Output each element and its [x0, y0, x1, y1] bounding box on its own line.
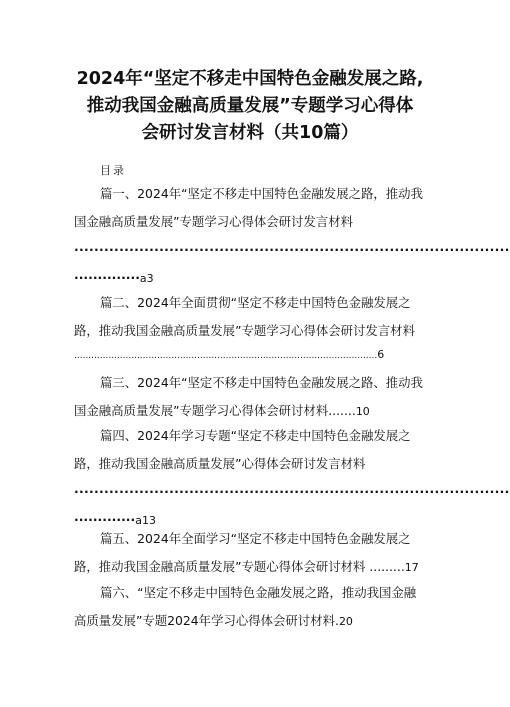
toc-page-number: 20: [338, 615, 353, 628]
toc-leader-dots: ··············: [74, 270, 140, 285]
toc-entry-line-2: 路，推动我国金融高质量发展”心得体会研讨发言材料: [74, 456, 366, 471]
toc-entry-line-1: 篇三、2024年“坚定不移走中国特色金融发展之路、推动我: [100, 375, 423, 390]
document-title: [60, 66, 440, 147]
toc-heading: 目录: [100, 164, 126, 177]
toc-page-number: 10: [355, 405, 370, 418]
toc-entry-line-2: 路，推动我国金融高质量发展”专题心得体会研讨材料 .........: [74, 559, 405, 574]
toc-entry-line-2: 高质量发展”专题2024年学习心得体会研讨材料.: [74, 613, 339, 628]
toc-entry[interactable]: [74, 289, 430, 366]
toc-entry[interactable]: [74, 525, 430, 582]
toc-entry-line-1: 篇五、2024年全面学习“坚定不移走中国特色金融发展之: [100, 531, 411, 546]
toc-entry-line-2: 国金融高质量发展”专题学习心得体会研讨材料.......: [74, 403, 356, 418]
toc-leader-dots: ·······················································································: [74, 484, 510, 499]
toc-entry-line-2: 路，推动我国金融高质量发展”专题学习心得体会研讨发言材料: [74, 323, 415, 338]
toc-page-number: a3: [139, 272, 154, 285]
toc-page-number: 6: [377, 348, 385, 361]
toc-leader-dots: ..........................................................................................................: [74, 351, 378, 361]
title-line-3: 会研讨发言材料（共10篇）: [141, 123, 359, 143]
toc-entry[interactable]: [74, 422, 510, 535]
toc-entry-line-2: 国金融高质量发展”专题学习心得体会研讨发言材料: [74, 214, 354, 229]
toc-entry-line-1: 篇二、2024年全面贯彻“坚定不移走中国特色金融发展之: [100, 295, 411, 310]
toc-entry[interactable]: [74, 579, 430, 636]
title-line-1: 2024年“坚定不移走中国特色金融发展之路,: [76, 69, 424, 89]
toc-entry[interactable]: [74, 180, 510, 293]
toc-page-number: 17: [404, 561, 419, 574]
toc-leader-dots: ·······················································································: [74, 242, 510, 257]
toc-entry[interactable]: [74, 369, 430, 426]
toc-leader-dots: ·············: [74, 512, 136, 527]
title-line-2: 推动我国金融高质量发展”专题学习心得体: [86, 96, 414, 116]
toc-entry-line-1: 篇一、2024年“坚定不移走中国特色金融发展之路，推动我: [100, 186, 423, 201]
toc-page-number: a13: [135, 514, 156, 527]
toc-entry-line-1: 篇四、2024年学习专题“坚定不移走中国特色金融发展之: [100, 428, 411, 443]
toc-entry-line-1: 篇六、“坚定不移走中国特色金融发展之路，推动我国金融: [100, 585, 417, 600]
